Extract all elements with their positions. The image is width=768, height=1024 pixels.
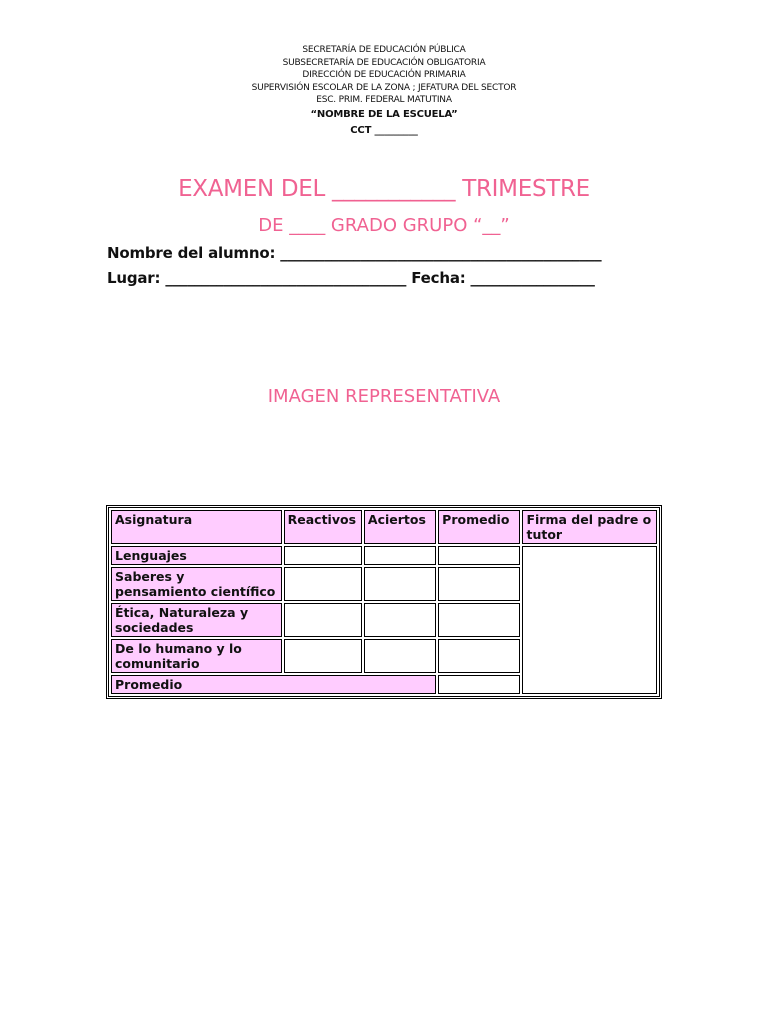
header-promedio: Promedio — [438, 510, 520, 544]
cell-aciertos[interactable] — [364, 567, 436, 601]
cell-promedio[interactable] — [438, 546, 520, 565]
subject-etica: Ética, Naturaleza y sociedades — [111, 603, 282, 637]
header-line-supervision: SUPERVISIÓN ESCOLAR DE LA ZONA ; JEFATURA DEL SECTOR — [251, 82, 517, 93]
header-reactivos: Reactivos — [284, 510, 362, 544]
header-line-sep: SECRETARÍA DE EDUCACIÓN PÚBLICA — [302, 45, 466, 55]
exam-title: EXAMEN DEL ___________ TRIMESTRE — [178, 176, 590, 202]
school-name: “NOMBRE DE LA ESCUELA” — [310, 108, 458, 120]
cell-aciertos[interactable] — [364, 639, 436, 673]
place-date-line: Lugar: _________________________________ Fecha: _________________ — [107, 269, 595, 287]
exam-subtitle: DE ____ GRADO GRUPO “__” — [258, 215, 510, 236]
student-name-line: Nombre del alumno: ____________________________________________ — [107, 244, 602, 262]
header-line-subsecretaria: SUBSECRETARÍA DE EDUCACIÓN OBLIGATORIA — [282, 57, 486, 68]
cell-average[interactable] — [438, 675, 520, 694]
cell-promedio[interactable] — [438, 603, 520, 637]
header-line-direccion: DIRECCIÓN DE EDUCACIÓN PRIMARIA — [302, 70, 466, 81]
cell-promedio[interactable] — [438, 639, 520, 673]
grades-table — [106, 505, 662, 699]
cell-firma[interactable] — [522, 546, 657, 694]
subject-lenguajes: Lenguajes — [111, 546, 282, 565]
cell-reactivos[interactable] — [284, 603, 362, 637]
document-header — [0, 44, 768, 139]
image-placeholder-label: IMAGEN REPRESENTATIVA — [267, 386, 501, 407]
header-firma: Firma del padre o tutor — [522, 510, 657, 544]
cell-reactivos[interactable] — [284, 567, 362, 601]
header-line-escuela: ESC. PRIM. FEDERAL MATUTINA — [316, 95, 452, 106]
table-header-row — [111, 510, 657, 544]
table-row — [111, 546, 657, 565]
subject-saberes: Saberes y pensamiento científico — [111, 567, 282, 601]
header-aciertos: Aciertos — [364, 510, 436, 544]
cell-reactivos[interactable] — [284, 546, 362, 565]
average-label: Promedio — [111, 675, 436, 694]
cell-reactivos[interactable] — [284, 639, 362, 673]
header-asignatura: Asignatura — [111, 510, 282, 544]
cell-aciertos[interactable] — [364, 546, 436, 565]
subject-humano: De lo humano y lo comunitario — [111, 639, 282, 673]
cell-promedio[interactable] — [438, 567, 520, 601]
cell-aciertos[interactable] — [364, 603, 436, 637]
cct-line: CCT _________ — [350, 124, 418, 136]
